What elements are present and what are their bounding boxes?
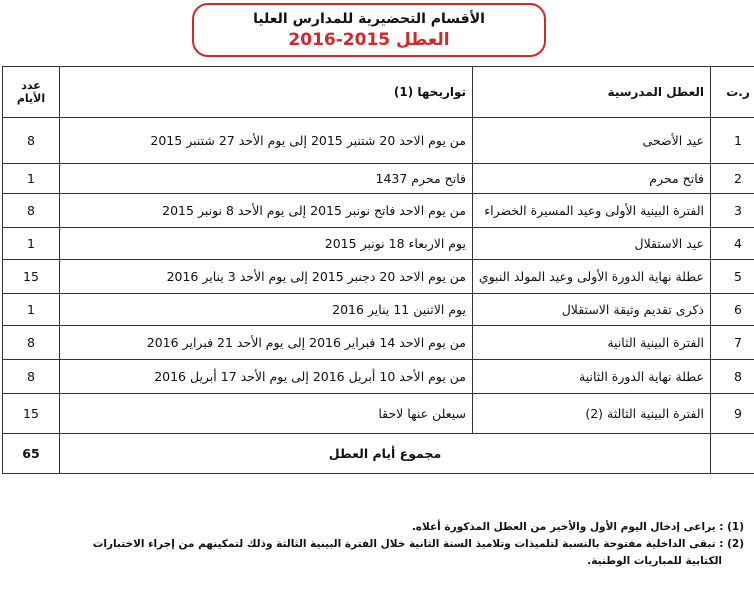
holiday-dates-cell: من يوم الاحد 20 شتنبر 2015 إلى يوم الأحد 27 شتنبر 2015 [60, 118, 473, 164]
holiday-days-cell: 8 [3, 360, 60, 394]
holiday-dates-cell: من يوم الاحد فاتح نونبر 2015 إلى يوم الأحد 8 نونبر 2015 [60, 194, 473, 228]
table-row [3, 394, 754, 434]
table-row [3, 164, 754, 194]
holiday-days-cell: 1 [3, 294, 60, 326]
footnotes [4, 519, 744, 570]
title-box [192, 3, 546, 57]
row-number-cell: 6 [711, 294, 754, 326]
holiday-dates-cell: يوم الاربعاء 18 نونبر 2015 [60, 228, 473, 260]
row-number-cell: 2 [711, 164, 754, 194]
header-days: عدد الأيام [3, 67, 60, 118]
footnote-2-continued: الكتابية للمباريات الوطنية. [587, 555, 722, 567]
holiday-days-cell: 15 [3, 394, 60, 434]
total-days: 65 [3, 434, 60, 474]
row-number-cell: 1 [711, 118, 754, 164]
holiday-days-cell: 8 [3, 194, 60, 228]
holiday-name-cell: الفترة البينية الثالثة (2) [473, 394, 711, 434]
holiday-days-cell: 8 [3, 326, 60, 360]
holiday-name-cell: عيد الاستقلال [473, 228, 711, 260]
holiday-dates-cell: من يوم الاحد 20 دجنبر 2015 إلى يوم الأحد 3 يناير 2016 [60, 260, 473, 294]
total-row [3, 434, 754, 474]
holiday-dates-cell: من يوم الأحد 10 أبريل 2016 إلى يوم الأحد 17 أبريل 2016 [60, 360, 473, 394]
holiday-name-cell: الفترة البينية الأولى وعيد المسيرة الخضراء [473, 194, 711, 228]
holidays-table [2, 66, 754, 474]
row-number-cell: 3 [711, 194, 754, 228]
total-label: مجموع أيام العطل [60, 434, 711, 474]
row-number-cell: 7 [711, 326, 754, 360]
holiday-dates-cell: فاتح محرم 1437 [60, 164, 473, 194]
holiday-days-cell: 15 [3, 260, 60, 294]
holiday-days-cell: 1 [3, 164, 60, 194]
holiday-name-cell: ذكرى تقديم وثيقة الاستقلال [473, 294, 711, 326]
footnote-2: (2) : تبقى الداخلية مفتوحة بالنسبة لتلميذات وتلاميذ السنة الثانية خلال الفترة البينية الثالثة وذلك لتمكينهم من إجراء الاختبارات [92, 538, 744, 550]
holiday-name-cell: عيد الأضحى [473, 118, 711, 164]
table-body [3, 118, 754, 434]
row-number-cell: 5 [711, 260, 754, 294]
holiday-name-cell: الفترة البينية الثانية [473, 326, 711, 360]
holiday-name-cell: عطلة نهاية الدورة الأولى وعيد المولد النبوي [473, 260, 711, 294]
holiday-dates-cell: سيعلن عنها لاحقا [60, 394, 473, 434]
table-row [3, 118, 754, 164]
table-row [3, 294, 754, 326]
row-number-cell: 8 [711, 360, 754, 394]
total-empty-cell [711, 434, 754, 474]
header-holiday: العطل المدرسية [473, 67, 711, 118]
table-row [3, 194, 754, 228]
table-header-row [3, 67, 754, 118]
holiday-name-cell: فاتح محرم [473, 164, 711, 194]
header-dates: تواريخها (1) [60, 67, 473, 118]
holiday-dates-cell: يوم الاثنين 11 يناير 2016 [60, 294, 473, 326]
holiday-days-cell: 8 [3, 118, 60, 164]
table-row [3, 360, 754, 394]
row-number-cell: 4 [711, 228, 754, 260]
table-row [3, 260, 754, 294]
row-number-cell: 9 [711, 394, 754, 434]
table-row [3, 228, 754, 260]
holiday-days-cell: 1 [3, 228, 60, 260]
holiday-dates-cell: من يوم الاحد 14 فبراير 2016 إلى يوم الأحد 21 فبراير 2016 [60, 326, 473, 360]
page-subtitle: العطل 2015-2016 [288, 30, 450, 50]
table-row [3, 326, 754, 360]
header-num: ر.ت [711, 67, 754, 118]
holiday-name-cell: عطلة نهاية الدورة الثانية [473, 360, 711, 394]
page-title: الأقسام التحضيرية للمدارس العليا [253, 11, 485, 27]
footnote-1: (1) : يراعى إدخال اليوم الأول والأخير من العطل المذكورة أعلاه. [411, 521, 744, 533]
